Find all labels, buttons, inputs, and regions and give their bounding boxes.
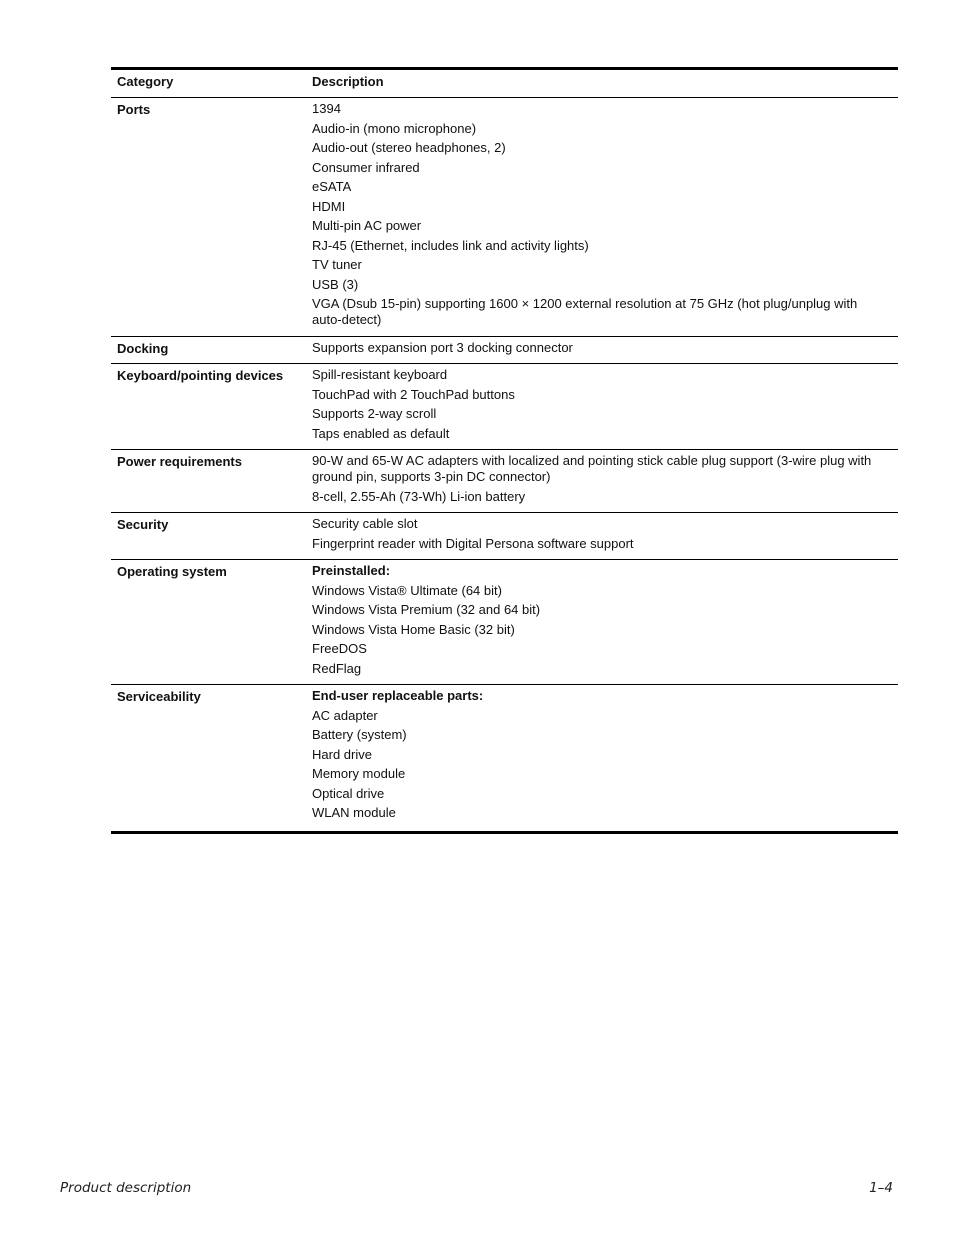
description-line: 8-cell, 2.55-Ah (73-Wh) Li-ion battery (312, 488, 526, 504)
row-category: Docking (117, 340, 169, 356)
row-description (312, 453, 898, 508)
table-body (111, 98, 898, 831)
description-line: eSATA (312, 179, 352, 194)
row-category: Keyboard/pointing devices (117, 368, 284, 383)
description-line: AC adapter (312, 707, 378, 723)
row-category: Serviceability (117, 689, 201, 704)
description-line: Consumer infrared (312, 159, 420, 175)
row-description (312, 563, 898, 680)
row-description (312, 367, 898, 445)
table-row (111, 450, 898, 513)
table-row (111, 364, 898, 450)
description-line: Audio-in (mono microphone) (312, 120, 477, 136)
table-header (111, 70, 898, 98)
page-footer (60, 1180, 893, 1196)
description-line: Battery (system) (312, 727, 407, 742)
description-line: 1394 (312, 101, 341, 116)
table-row (111, 513, 898, 560)
description-line: Spill-resistant keyboard (312, 367, 448, 382)
header-description: Description (312, 74, 384, 89)
description-line: Memory module (312, 766, 406, 781)
description-line: Supports 2-way scroll (312, 406, 437, 421)
header-category: Category (117, 74, 174, 89)
description-line: USB (3) (312, 276, 359, 292)
description-line: HDMI (312, 198, 346, 214)
table-row (111, 337, 898, 365)
description-line: Supports expansion port 3 docking connector (312, 339, 573, 355)
row-category: Security (117, 517, 169, 532)
row-category: Power requirements (117, 454, 242, 469)
description-line: Audio-out (stereo headphones, 2) (312, 140, 506, 155)
description-line: Fingerprint reader with Digital Persona software support (312, 535, 634, 551)
description-subheading: End-user replaceable parts: (312, 688, 484, 703)
footer-section-title: Product description (60, 1180, 192, 1196)
description-line: RJ-45 (Ethernet, includes link and activity lights) (312, 237, 589, 253)
description-line: Security cable slot (312, 516, 418, 531)
description-subheading: Preinstalled: (312, 563, 391, 578)
row-description (312, 101, 898, 332)
row-description (312, 688, 898, 825)
row-description (312, 340, 898, 360)
description-line: WLAN module (312, 805, 396, 820)
description-line: TV tuner (312, 257, 362, 272)
table-row (111, 560, 898, 685)
description-line: Windows Vista® Ultimate (64 bit) (312, 582, 502, 598)
spec-table (111, 67, 898, 834)
table-row (111, 685, 898, 831)
description-line: 90-W and 65-W AC adapters with localized and pointing stick cable plug support (3-wire plug with ground pin, supports 3-pin DC connector) (312, 453, 872, 484)
row-description (312, 516, 898, 555)
description-line: Windows Vista Home Basic (32 bit) (312, 621, 515, 637)
description-line: FreeDOS (312, 641, 367, 656)
description-line: VGA (Dsub 15-pin) supporting 1600 × 1200 external resolution at 75 GHz (hot plug/unplug with auto-detect) (312, 296, 858, 327)
description-line: TouchPad with 2 TouchPad buttons (312, 386, 515, 402)
row-category: Ports (117, 102, 151, 117)
description-line: Optical drive (312, 785, 385, 801)
footer-page-number: 1–4 (869, 1180, 893, 1196)
table-row (111, 98, 898, 337)
row-category: Operating system (117, 564, 227, 579)
description-line: Hard drive (312, 746, 372, 762)
description-line: Taps enabled as default (312, 425, 450, 441)
description-line: Windows Vista Premium (32 and 64 bit) (312, 602, 541, 617)
description-line: RedFlag (312, 660, 362, 676)
description-line: Multi-pin AC power (312, 218, 422, 233)
